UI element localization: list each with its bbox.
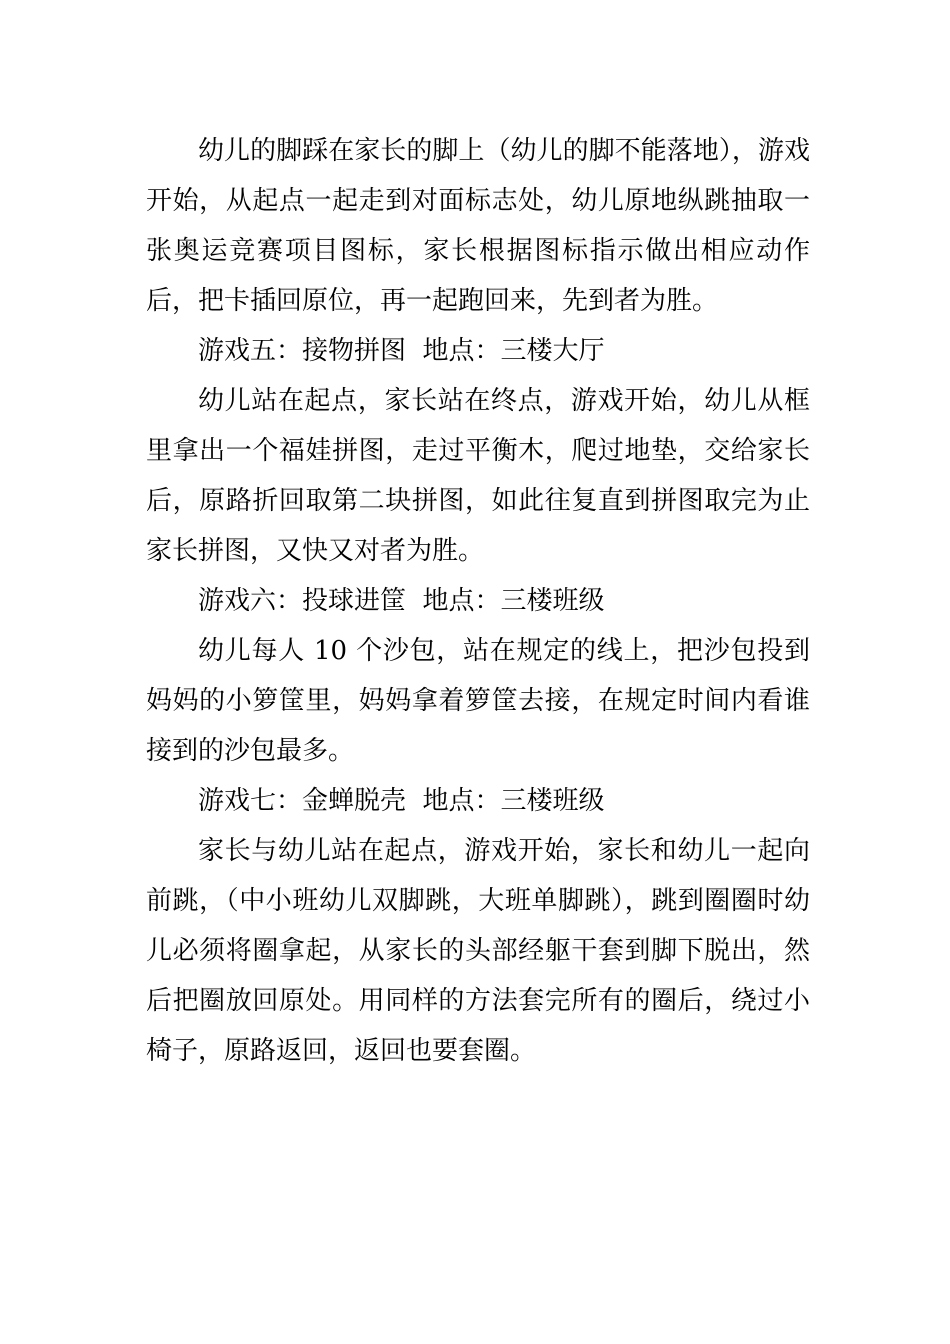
game-six-heading: 游戏六：投球进筐 地点：三楼班级 xyxy=(198,586,605,616)
game-four-description: 幼儿的脚踩在家长的脚上（幼儿的脚不能落地），游戏开始，从起点一起走到对面标志处，幼儿原地纵跳抽取一张奥运竞赛项目图标，家长根据图标指示做出相应动作后，把卡插回原位，再一起跑回来，先到者为胜。 xyxy=(146,136,810,316)
document-page xyxy=(146,126,810,1076)
game-six-description: 幼儿每人 10 个沙包，站在规定的线上，把沙包投到妈妈的小箩筐里，妈妈拿着箩筐去接，在规定时间内看谁接到的沙包最多。 xyxy=(146,636,810,766)
game-seven-heading: 游戏七：金蝉脱壳 地点：三楼班级 xyxy=(198,786,605,816)
game-seven-description: 家长与幼儿站在起点，游戏开始，家长和幼儿一起向前跳，（中小班幼儿双脚跳，大班单脚跳），跳到圈圈时幼儿必须将圈拿起，从家长的头部经躯干套到脚下脱出，然后把圈放回原处。用同样的方法套完所有的圈后，绕过小椅子，原路返回，返回也要套圈。 xyxy=(146,836,810,1066)
game-five-description: 幼儿站在起点，家长站在终点，游戏开始，幼儿从框里拿出一个福娃拼图，走过平衡木，爬过地垫，交给家长后，原路折回取第二块拼图，如此往复直到拼图取完为止家长拼图，又快又对者为胜。 xyxy=(146,386,810,566)
game-five-heading: 游戏五：接物拼图 地点：三楼大厅 xyxy=(198,336,605,366)
